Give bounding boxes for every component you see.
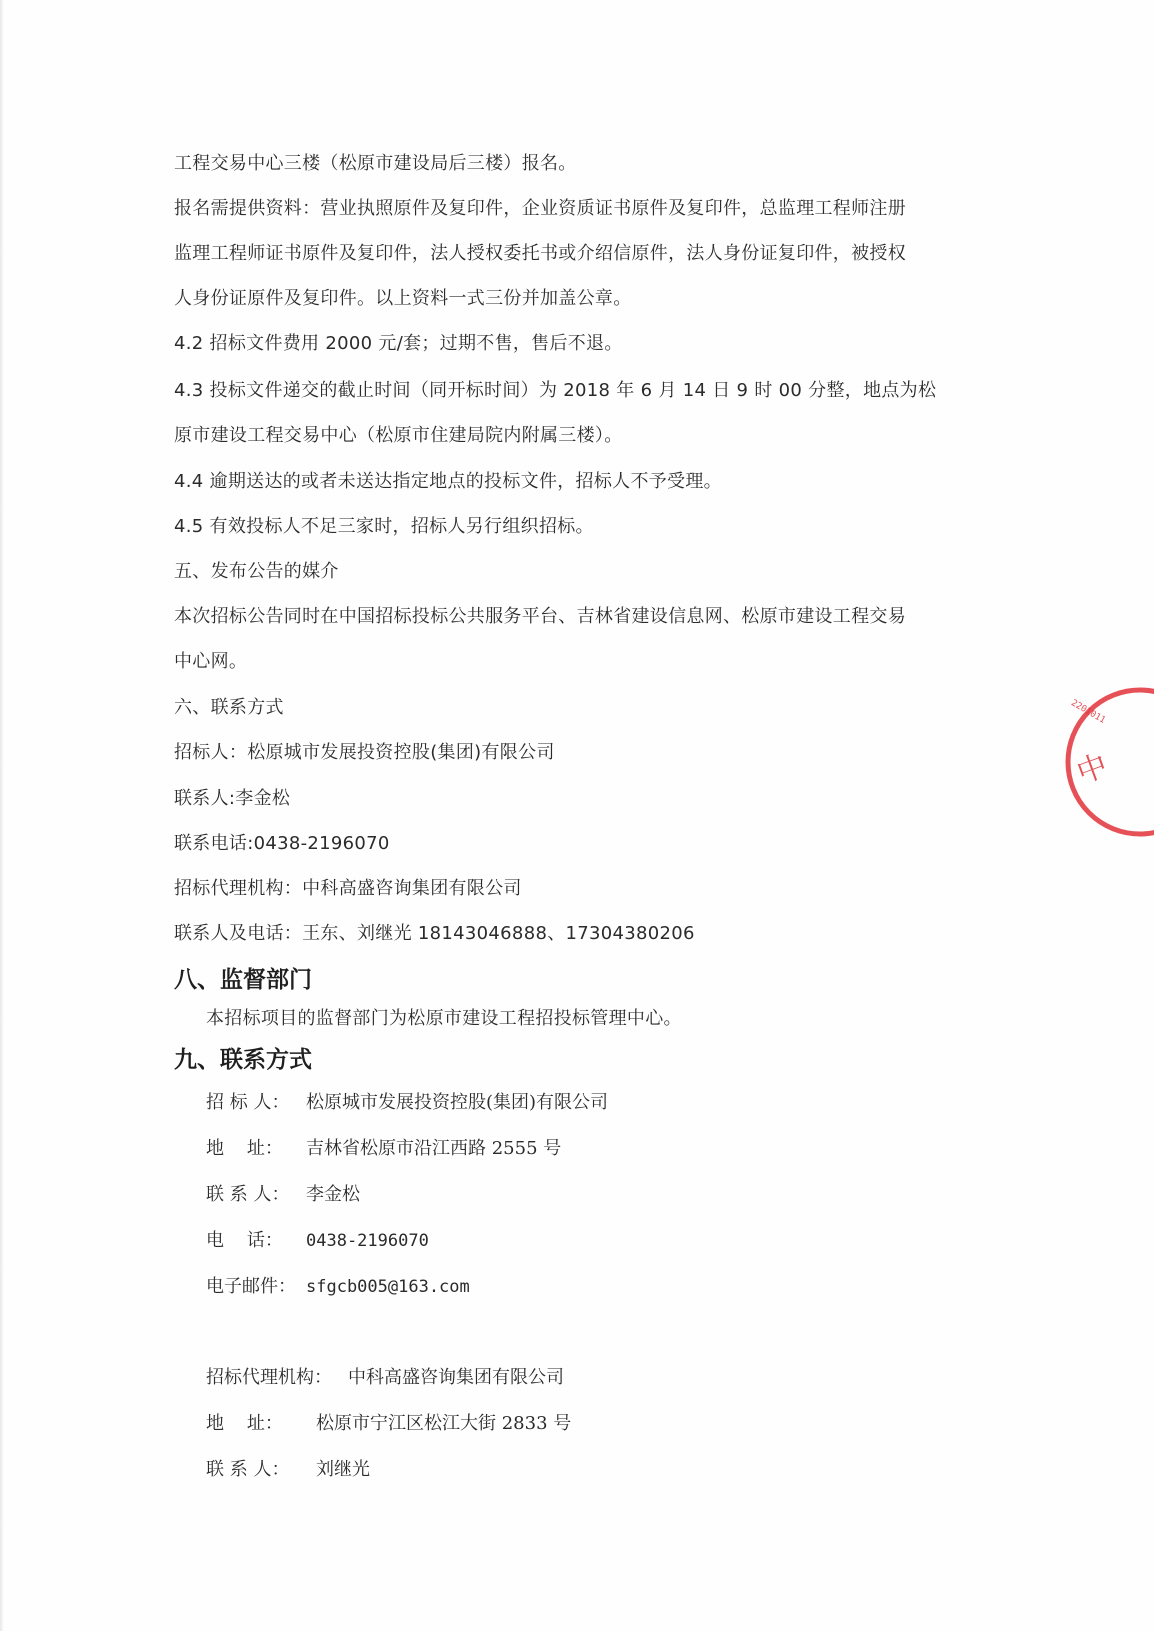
scan-edge-shadow (0, 0, 4, 1631)
phone-value: 0438-2196070 (306, 1231, 429, 1251)
phone-label: 电 话： (206, 1230, 283, 1251)
address-label: 地 址： (206, 1138, 283, 1159)
agency-label: 招标代理机构： (206, 1367, 332, 1388)
body-line: 中心网。 (174, 651, 248, 672)
tenderer-label: 招 标 人： (206, 1092, 290, 1113)
address-row (206, 1138, 561, 1160)
section-title: 六、联系方式 (174, 697, 284, 718)
agency-contact-label: 联 系 人： (206, 1459, 290, 1480)
section9-heading: 九、联系方式 (174, 1047, 312, 1073)
email-row (206, 1276, 470, 1298)
agency-contact-row (206, 1459, 370, 1481)
contact-line: 联系电话:0438-2196070 (174, 833, 390, 854)
official-seal-stamp (1060, 682, 1154, 842)
section8-body: 本招标项目的监督部门为松原市建设工程招投标管理中心。 (206, 1008, 682, 1029)
email-value: sfgcb005@163.com (306, 1277, 470, 1297)
body-line: 监理工程师证书原件及复印件，法人授权委托书或介绍信原件，法人身份证复印件，被授权 (174, 243, 906, 264)
body-line: 本次招标公告同时在中国招标投标公共服务平台、吉林省建设信息网、松原市建设工程交易 (174, 606, 906, 627)
body-line: 4.3 投标文件递交的截止时间（同开标时间）为 2018 年 6 月 14 日 9 时 00 分整，地点为松 (174, 380, 937, 401)
contact-line: 联系人及电话：王东、刘继光 18143046888、17304380206 (174, 923, 695, 944)
agency-value: 中科高盛咨询集团有限公司 (348, 1367, 564, 1388)
section8-heading: 八、监督部门 (174, 967, 312, 993)
contact-line: 联系人:李金松 (174, 788, 291, 809)
contact-person-row (206, 1184, 360, 1206)
seal-digits: 2201011 (1069, 698, 1107, 726)
agency-address-label: 地 址： (206, 1413, 283, 1434)
body-line: 4.5 有效投标人不足三家时，招标人另行组织招标。 (174, 516, 594, 537)
agency-address-row (206, 1413, 571, 1435)
contact-line: 招标代理机构：中科高盛咨询集团有限公司 (174, 878, 522, 899)
agency-address-value: 松原市宁江区松江大街 2833 号 (316, 1413, 572, 1434)
body-line: 报名需提供资料：营业执照原件及复印件，企业资质证书原件及复印件，总监理工程师注册 (174, 198, 906, 219)
body-line: 4.2 招标文件费用 2000 元/套；过期不售，售后不退。 (174, 333, 623, 354)
agency-contact-value: 刘继光 (316, 1459, 370, 1480)
email-label: 电子邮件： (206, 1276, 296, 1297)
contact-person-value: 李金松 (306, 1184, 360, 1205)
tenderer-row (206, 1092, 608, 1114)
body-line: 人身份证原件及复印件。以上资料一式三份并加盖公章。 (174, 288, 632, 309)
address-value: 吉林省松原市沿江西路 2555 号 (306, 1138, 562, 1159)
section-title: 五、发布公告的媒介 (174, 561, 339, 582)
phone-row (206, 1230, 429, 1252)
tenderer-value: 松原城市发展投资控股(集团)有限公司 (306, 1092, 609, 1113)
contact-line: 招标人：松原城市发展投资控股(集团)有限公司 (174, 742, 555, 763)
contact-person-label: 联 系 人： (206, 1184, 290, 1205)
body-line: 原市建设工程交易中心（松原市住建局院内附属三楼）。 (174, 425, 623, 446)
body-line: 工程交易中心三楼（松原市建设局后三楼）报名。 (174, 153, 577, 174)
seal-text: 中 (1072, 747, 1113, 792)
agency-row (206, 1367, 564, 1389)
body-line: 4.4 逾期送达的或者未送达指定地点的投标文件，招标人不予受理。 (174, 471, 722, 492)
